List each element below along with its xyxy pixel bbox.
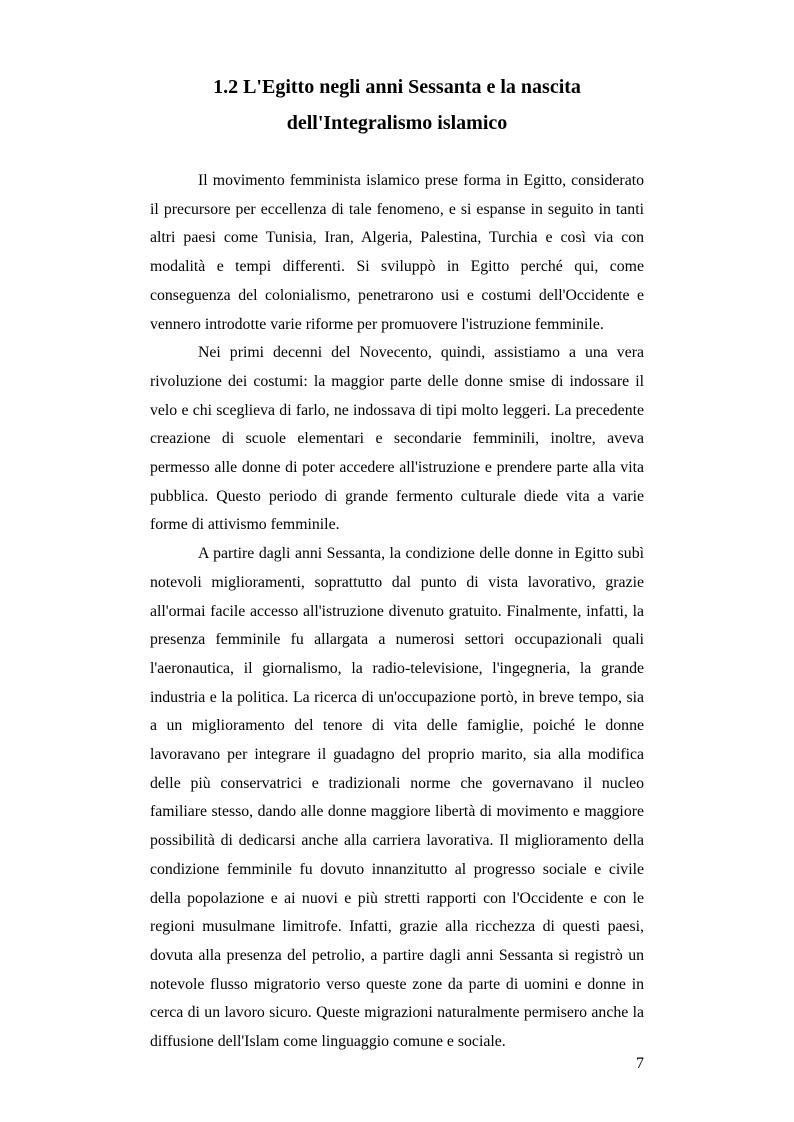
paragraph-3: A partire dagli anni Sessanta, la condizione delle donne in Egitto subì notevoli miglioramenti, soprattutto dal punto di vista lavorativo, grazie all'ormai facile accesso all'istruzione divenuto gratuito. Finalmente, infatti, la presenza femminile fu allargata a numerosi settori occupazionali quali l'aeronautica, il giornalismo, la radio-televisione, l'ingegneria, la grande industria e la politica. La ricerca di un'occupazione portò, in breve tempo, sia a un miglioramento del tenore di vita delle famiglie, poiché le donne lavoravano per integrare il guadagno del proprio marito, sia alla modifica delle più conservatrici e tradizionali norme che governavano il nucleo familiare stesso, dando alle donne maggiore libertà di movimento e maggiore possibilità di dedicarsi anche alla carriera lavorativa. Il miglioramento della condizione femminile fu dovuto innanzitutto al progresso sociale e civile della popolazione e ai nuovi e più stretti rapporti con l'Occidente e con le regioni musulmane limitrofe. Infatti, grazie alla ricchezza di questi paesi, dovuta alla presenza del petrolio, a partire dagli anni Sessanta si registrò un notevole flusso migratorio verso queste zone da parte di uomini e donne in cerca di un lavoro sicuro. Queste migrazioni naturalmente permisero anche la diffusione dell'Islam come linguaggio comune e sociale. (150, 545, 644, 1051)
section-heading-line-1: 1.2 L'Egitto negli anni Sessanta e la nascita (213, 76, 581, 98)
paragraph-1: Il movimento femminista islamico prese forma in Egitto, considerato il precursore per eccellenza di tale fenomeno, e si espanse in seguito in tanti altri paesi come Tunisia, Iran, Algeria, Palestina, Turchia e così via con modalità e tempi differenti. Si sviluppò in Egitto perché qui, come conseguenza del colonialismo, penetrarono usi e costumi dell'Occidente e vennero introdotte varie riforme per promuovere l'istruzione femminile. (150, 172, 644, 333)
section-heading-line-2: dell'Integralismo islamico (286, 112, 508, 134)
paragraph-2: Nei primi decenni del Novecento, quindi, assistiamo a una vera rivoluzione dei costumi: la maggior parte delle donne smise di indossare il velo e chi sceglieva di farlo, ne indossava di tipi molto leggeri. La precedente creazione di scuole elementari e secondarie femminili, inoltre, aveva permesso alle donne di poter accedere all'istruzione e prendere parte alla vita pubblica. Questo periodo di grande fermento culturale diede vita a varie forme di attivismo femminile. (150, 344, 644, 534)
page-number: 7 (636, 1055, 644, 1072)
body-text (150, 167, 644, 1057)
